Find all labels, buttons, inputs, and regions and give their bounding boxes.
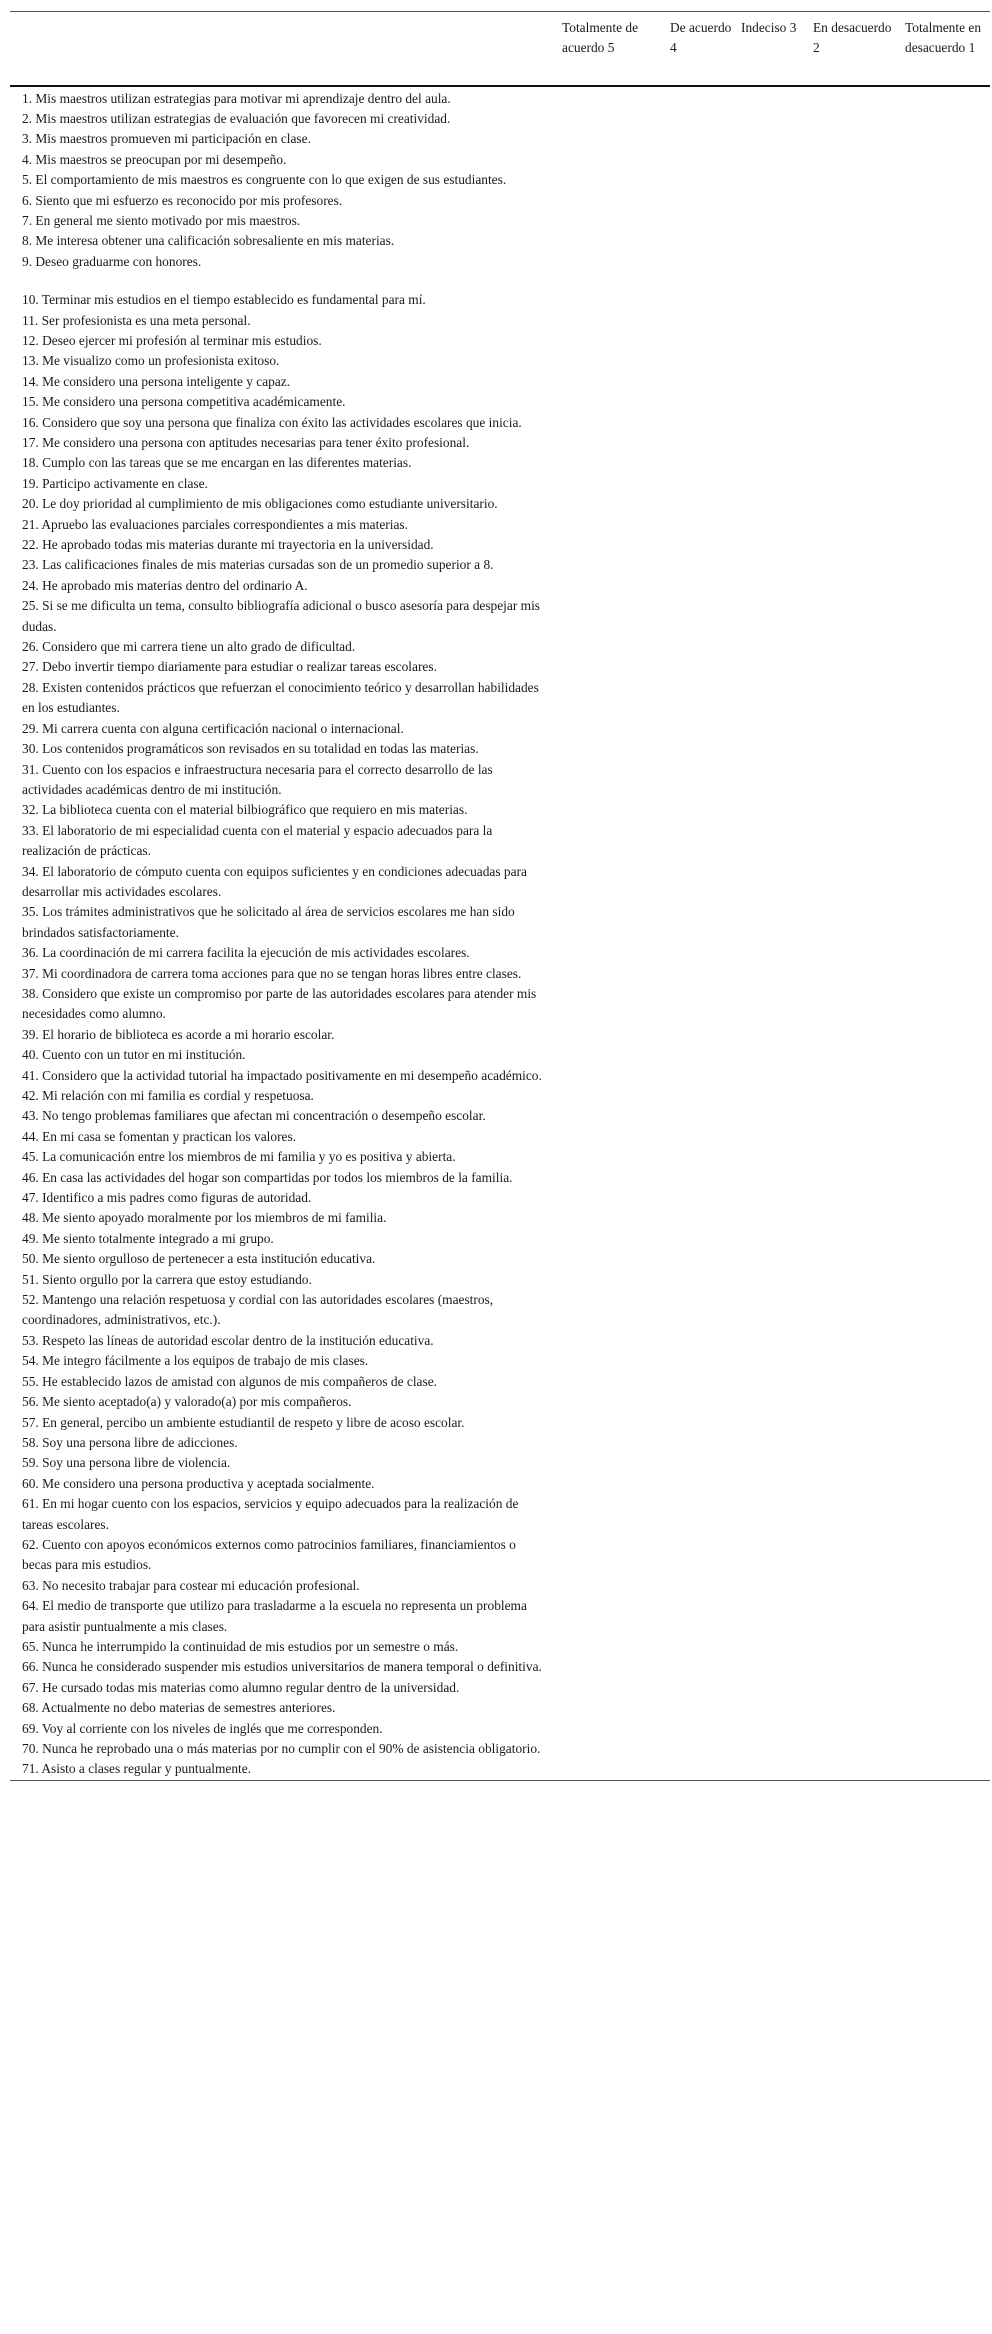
survey-item: 38. Considero que existe un compromiso por parte de las autoridades escolares para atender mis necesidades como alumno. <box>22 985 537 1022</box>
survey-item: 10. Terminar mis estudios en el tiempo establecido es fundamental para mí. <box>22 292 426 308</box>
table-row <box>10 86 990 1781</box>
survey-item: 11. Ser profesionista es una meta personal. <box>22 312 251 328</box>
survey-item: 47. Identifico a mis padres como figuras de autoridad. <box>22 1190 312 1206</box>
survey-item: 61. En mi hogar cuento con los espacios, servicios y equipo adecuados para la realización de tareas escolares. <box>22 1496 519 1532</box>
survey-item: 40. Cuento con un tutor en mi institución. <box>22 1047 246 1063</box>
survey-item: 31. Cuento con los espacios e infraestructura necesaria para el correcto desarrollo de las actividades académicas dentro de mi institución. <box>22 761 493 797</box>
table-header <box>10 12 990 86</box>
survey-item: 46. En casa las actividades del hogar son compartidas por todos los miembros de la familia. <box>22 1169 513 1185</box>
survey-item: 58. Soy una persona libre de adicciones. <box>22 1434 238 1450</box>
group-spacer <box>22 272 542 290</box>
survey-item: 29. Mi carrera cuenta con alguna certificación nacional o internacional. <box>22 720 404 736</box>
survey-item: 26. Considero que mi carrera tiene un alto grado de dificultad. <box>22 639 356 655</box>
survey-item: 4. Mis maestros se preocupan por mi desempeño. <box>22 151 287 167</box>
survey-item: 2. Mis maestros utilizan estrategias de evaluación que favorecen mi creatividad. <box>22 110 451 126</box>
header-item-column <box>10 12 558 86</box>
survey-item: 44. En mi casa se fomentan y practican los valores. <box>22 1128 297 1144</box>
survey-item: 48. Me siento apoyado moralmente por los miembros de mi familia. <box>22 1210 387 1226</box>
survey-item: 35. Los trámites administrativos que he solicitado al área de servicios escolares me han sido brindados satisfactoriamente. <box>22 904 515 940</box>
survey-item: 68. Actualmente no debo materias de semestres anteriores. <box>22 1700 336 1716</box>
survey-item: 45. La comunicación entre los miembros de mi familia y yo es positiva y abierta. <box>22 1149 456 1165</box>
survey-item: 17. Me considero una persona con aptitudes necesarias para tener éxito profesional. <box>22 435 470 450</box>
rating-cell-4 <box>666 86 737 1781</box>
survey-item: 16. Considero que soy una persona que finaliza con éxito las actividades escolares que inicia. <box>22 414 522 430</box>
survey-item: 15. Me considero una persona competitiva académicamente. <box>22 394 346 410</box>
survey-item: 53. Respeto las líneas de autoridad escolar dentro de la institución educativa. <box>22 1332 434 1348</box>
survey-item: 23. Las calificaciones finales de mis materias cursadas son de un promedio superior a 8. <box>22 557 494 573</box>
survey-item: 34. El laboratorio de cómputo cuenta con equipos suficientes y en condiciones adecuadas para desarrollar mis actividades escolares. <box>22 863 527 899</box>
header-totalmente-en-desacuerdo: Totalmente en desacuerdo 1 <box>905 20 982 56</box>
survey-item: 67. He cursado todas mis materias como alumno regular dentro de la universidad. <box>22 1679 460 1695</box>
survey-item: 56. Me siento aceptado(a) y valorado(a) por mis compañeros. <box>22 1394 352 1410</box>
items-group-1 <box>22 89 542 273</box>
header-de-acuerdo: De acuerdo 4 <box>670 20 732 56</box>
survey-item: 69. Voy al corriente con los niveles de inglés que me corresponden. <box>22 1720 383 1736</box>
header-indeciso: Indeciso 3 <box>741 20 797 35</box>
survey-item: 64. El medio de transporte que utilizo para trasladarme a la escuela no representa un problema para asistir puntualmente a mis clases. <box>22 1598 527 1634</box>
survey-item: 30. Los contenidos programáticos son revisados en su totalidad en todas las materias. <box>22 741 479 757</box>
survey-table-container <box>10 11 990 1781</box>
likert-survey-table <box>10 11 990 1781</box>
survey-item: 19. Participo activamente en clase. <box>22 475 208 491</box>
rating-cell-3 <box>737 86 809 1781</box>
survey-item: 32. La biblioteca cuenta con el material bilbiográfico que requiero en mis materias. <box>22 802 468 818</box>
survey-item: 1. Mis maestros utilizan estrategias para motivar mi aprendizaje dentro del aula. <box>22 90 451 106</box>
survey-item: 55. He establecido lazos de amistad con algunos de mis compañeros de clase. <box>22 1373 437 1389</box>
survey-item: 65. Nunca he interrumpido la continuidad de mis estudios por un semestre o más. <box>22 1638 459 1654</box>
survey-item: 27. Debo invertir tiempo diariamente para estudiar o realizar tareas escolares. <box>22 659 437 675</box>
survey-item: 3. Mis maestros promueven mi participación en clase. <box>22 131 311 147</box>
survey-item: 12. Deseo ejercer mi profesión al terminar mis estudios. <box>22 332 322 348</box>
rating-cell-1 <box>901 86 990 1781</box>
header-en-desacuerdo: En desacuerdo 2 <box>813 20 892 56</box>
survey-item: 43. No tengo problemas familiares que afectan mi concentración o desempeño escolar. <box>22 1108 486 1124</box>
table-body <box>10 86 990 1781</box>
survey-item: 21. Apruebo las evaluaciones parciales correspondientes a mis materias. <box>22 516 408 532</box>
survey-item: 24. He aprobado mis materias dentro del ordinario A. <box>22 577 308 593</box>
survey-item: 39. El horario de biblioteca es acorde a mi horario escolar. <box>22 1026 335 1042</box>
items-group-2 <box>22 290 542 1780</box>
survey-item: 59. Soy una persona libre de violencia. <box>22 1455 231 1471</box>
survey-item: 25. Si se me dificulta un tema, consulto bibliografía adicional o busco asesoría para despejar mis dudas. <box>22 598 540 634</box>
survey-item: 62. Cuento con apoyos económicos externos como patrocinios familiares, financiamientos o becas para mis estudios. <box>22 1536 516 1573</box>
survey-item: 71. Asisto a clases regular y puntualmente. <box>22 1761 252 1777</box>
survey-item: 18. Cumplo con las tareas que se me encargan en las diferentes materias. <box>22 455 412 471</box>
survey-item: 66. Nunca he considerado suspender mis estudios universitarios de manera temporal o definitiva. <box>22 1659 542 1675</box>
header-row <box>10 12 990 86</box>
survey-item: 20. Le doy prioridad al cumplimiento de mis obligaciones como estudiante universitario. <box>22 496 498 512</box>
survey-item: 33. El laboratorio de mi especialidad cuenta con el material y espacio adecuados para la realización de prácticas. <box>22 822 493 859</box>
rating-cell-2 <box>809 86 901 1781</box>
survey-item: 50. Me siento orgulloso de pertenecer a esta institución educativa. <box>22 1251 376 1267</box>
survey-item: 22. He aprobado todas mis materias durante mi trayectoria en la universidad. <box>22 537 434 553</box>
survey-item: 8. Me interesa obtener una calificación sobresaliente en mis materias. <box>22 233 395 249</box>
survey-item: 37. Mi coordinadora de carrera toma acciones para que no se tengan horas libres entre clases. <box>22 965 522 981</box>
header-totalmente-de-acuerdo: Totalmente de acuerdo 5 <box>562 20 639 56</box>
survey-item: 54. Me integro fácilmente a los equipos de trabajo de mis clases. <box>22 1353 369 1369</box>
survey-item: 63. No necesito trabajar para costear mi educación profesional. <box>22 1577 360 1593</box>
survey-item: 36. La coordinación de mi carrera facilita la ejecución de mis actividades escolares. <box>22 945 470 961</box>
survey-item: 60. Me considero una persona productiva y aceptada socialmente. <box>22 1475 375 1491</box>
survey-item: 28. Existen contenidos prácticos que refuerzan el conocimiento teórico y desarrollan habilidades en los estudiantes. <box>22 679 539 716</box>
survey-item: 49. Me siento totalmente integrado a mi grupo. <box>22 1230 274 1246</box>
survey-item: 57. En general, percibo un ambiente estudiantil de respeto y libre de acoso escolar. <box>22 1414 465 1430</box>
survey-item: 70. Nunca he reprobado una o más materias por no cumplir con el 90% de asistencia obligatorio. <box>22 1741 541 1756</box>
survey-item: 51. Siento orgullo por la carrera que estoy estudiando. <box>22 1271 312 1287</box>
survey-item: 52. Mantengo una relación respetuosa y cordial con las autoridades escolares (maestros, coordinadores, administrativos, etc.). <box>22 1292 494 1328</box>
survey-item: 7. En general me siento motivado por mis maestros. <box>22 212 301 228</box>
items-cell <box>10 86 558 1781</box>
survey-item: 5. El comportamiento de mis maestros es congruente con lo que exigen de sus estudiantes. <box>22 172 507 188</box>
survey-item: 42. Mi relación con mi familia es cordial y respetuosa. <box>22 1088 314 1103</box>
survey-item: 6. Siento que mi esfuerzo es reconocido por mis profesores. <box>22 192 343 208</box>
survey-item: 14. Me considero una persona inteligente y capaz. <box>22 373 291 389</box>
survey-item: 9. Deseo graduarme con honores. <box>22 253 202 269</box>
rating-cell-5 <box>558 86 666 1781</box>
survey-item: 41. Considero que la actividad tutorial ha impactado positivamente en mi desempeño académico. <box>22 1067 542 1083</box>
survey-item: 13. Me visualizo como un profesionista exitoso. <box>22 353 280 369</box>
